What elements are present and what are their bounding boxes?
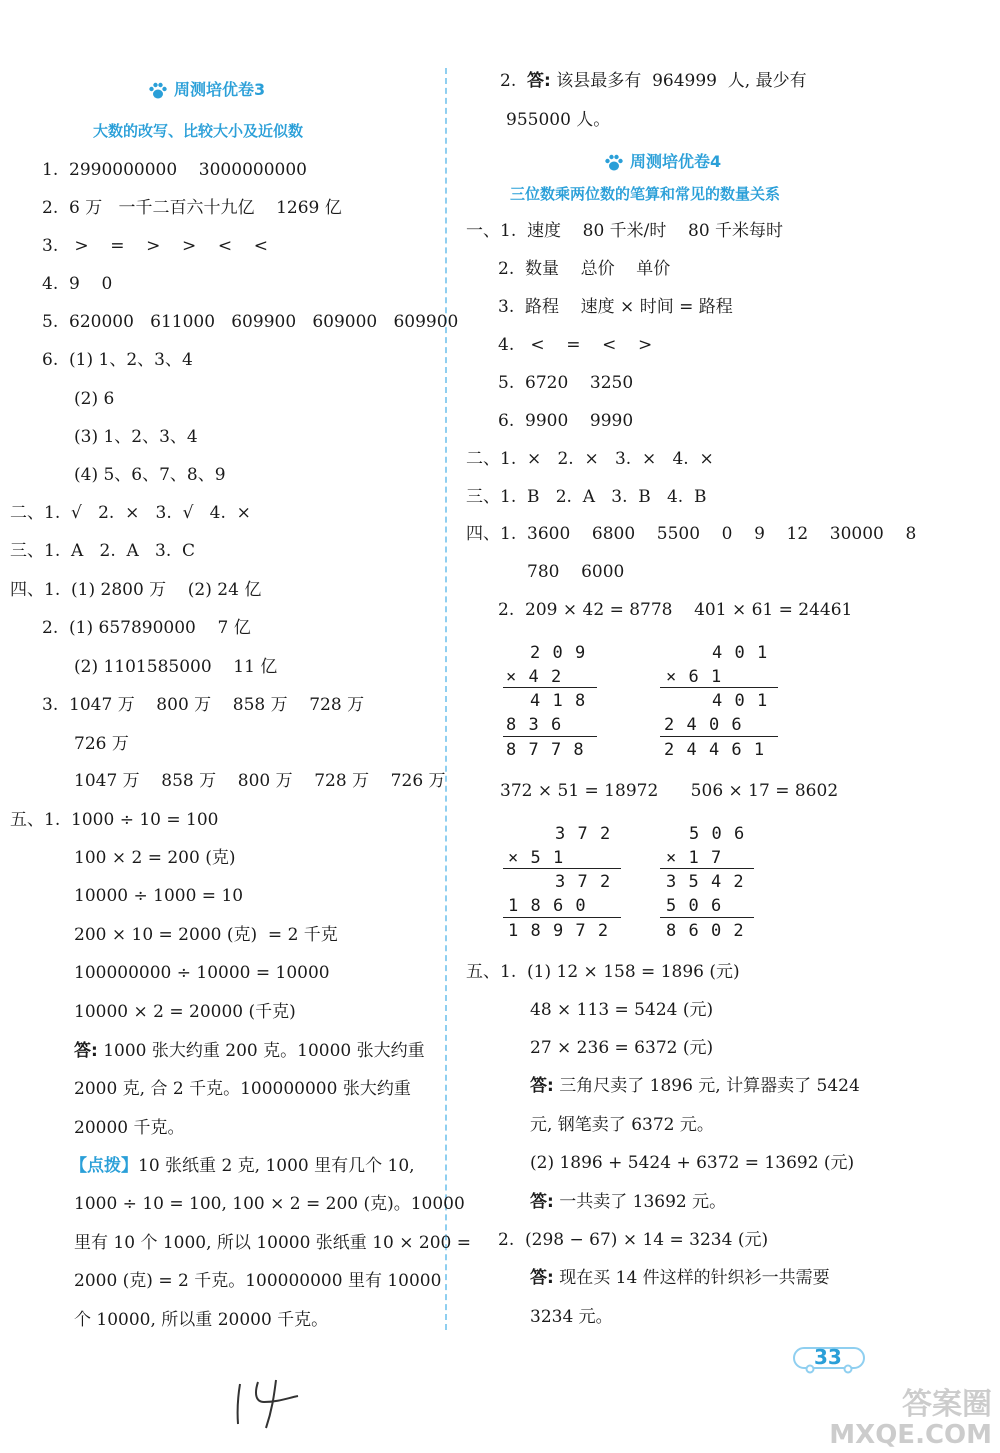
section-subtitle-3: 大数的改写、比较大小及近似数 (93, 122, 304, 140)
watermark-url: MXQE.COM (829, 1420, 992, 1450)
product: 2 4 4 6 1 (664, 740, 766, 760)
answer-line: 五、1. 1000 ÷ 10 = 100 (10, 810, 219, 830)
multiplier-row (506, 667, 562, 687)
answer-line: 三、1. A 2. A 3. C (10, 541, 196, 561)
answer-line: 372 × 51 = 18972 506 × 17 = 8602 (500, 781, 839, 801)
tip-label: 【点拨】 (70, 1156, 138, 1176)
page-number-badge (792, 1340, 870, 1374)
tip-paragraph (70, 1156, 415, 1176)
answer-line: 2. (1) 657890000 7 亿 (42, 618, 251, 638)
partial-product: 1 8 6 0 (508, 896, 587, 916)
answer-line: (2) 6 (74, 389, 115, 409)
answer-line: 100000000 ÷ 10000 = 10000 (74, 963, 330, 983)
handwritten-mark (228, 1372, 308, 1436)
watermark-text: 答案圈 (902, 1387, 992, 1422)
section-title-3 (148, 77, 265, 100)
paw-icon (604, 154, 624, 172)
answer-text: 1000 张大约重 200 克。10000 张大约重 (103, 1041, 425, 1061)
answer-line: 10000 ÷ 1000 = 10 (74, 886, 244, 906)
multiplier: × 5 1 (508, 848, 565, 868)
answer-line: 3. 路程 速度 × 时间 = 路程 (498, 297, 733, 317)
answer-label: 答: (74, 1041, 98, 1061)
rule-line (660, 868, 754, 869)
answer-sentence (530, 1192, 726, 1212)
tip-text: 个 10000, 所以重 20000 千克。 (74, 1310, 329, 1330)
answer-text: 现在买 14 件这样的针织衫一共需要 (559, 1268, 830, 1288)
partial-product: 3 5 4 2 (666, 872, 745, 892)
answer-line: (4) 5、6、7、8、9 (74, 465, 226, 485)
answer-sentence (530, 1076, 860, 1096)
rule-line (503, 687, 597, 688)
section-title-text: 周测培优卷3 (174, 80, 266, 99)
section-title-4 (604, 149, 721, 172)
answer-line: 二、1. √ 2. × 3. √ 4. × (10, 503, 251, 523)
answer-line: 27 × 236 = 6372 (元) (530, 1038, 714, 1058)
answer-line: 3. 1047 万 800 万 858 万 728 万 (42, 695, 365, 715)
section-title-text: 周测培优卷4 (630, 152, 722, 171)
answer-line: 3. > = > > < < (42, 236, 268, 256)
rule-line (503, 917, 621, 918)
answer-line: 四、1. 3600 6800 5500 0 9 12 30000 8 (466, 524, 917, 544)
answer-line: 5. 620000 611000 609900 609000 609900 (42, 312, 459, 332)
answer-line: 5. 6720 3250 (498, 373, 634, 393)
answer-line: 五、1. (1) 12 × 158 = 1896 (元) (466, 962, 740, 982)
answer-text: 三角尺卖了 1896 元, 计算器卖了 5424 (559, 1076, 860, 1096)
answer-line: 2. (298 − 67) × 14 = 3234 (元) (498, 1230, 769, 1250)
multiplier: × 4 2 (506, 667, 563, 687)
answer-line: 780 6000 (527, 562, 625, 582)
answer-text: 一共卖了 13692 元。 (559, 1192, 727, 1212)
multiplicand: 2 0 9 (530, 643, 587, 663)
answer-line: 200 × 10 = 2000 (克) = 2 千克 (74, 925, 338, 945)
partial-product: 4 0 1 (712, 691, 769, 711)
answer-line: (2) 1101585000 11 亿 (74, 657, 278, 677)
answer-line: 2. 6 万 一千二百六十九亿 1269 亿 (42, 198, 342, 218)
answer-text: 955000 人。 (506, 110, 611, 130)
column-divider (445, 68, 447, 1330)
answer-text: 元, 钢笔卖了 6372 元。 (530, 1115, 714, 1135)
section-subtitle-4: 三位数乘两位数的笔算和常见的数量关系 (510, 185, 781, 203)
answer-label: 答: (527, 71, 551, 91)
answer-line: 一、1. 速度 80 千米/时 80 千米每时 (466, 221, 784, 241)
answer-line: 48 × 113 = 5424 (元) (530, 1000, 714, 1020)
answer-line: 2. 数量 总价 单价 (498, 259, 671, 279)
multiplicand: 5 0 6 (689, 824, 746, 844)
page-number: 33 (814, 1345, 842, 1369)
rule-line (660, 687, 778, 688)
tip-text: 10 张纸重 2 克, 1000 里有几个 10, (138, 1156, 415, 1176)
partial-product: 3 7 2 (555, 872, 612, 892)
answer-label: 答: (530, 1192, 554, 1212)
answer-line: 二、1. × 2. × 3. × 4. × (466, 449, 714, 469)
answer-sentence (500, 71, 807, 91)
answer-line: 2. 209 × 42 = 8778 401 × 61 = 24461 (498, 600, 853, 620)
answer-line: 三、1. B 2. A 3. B 4. B (466, 487, 707, 507)
partial-product: 8 3 6 (506, 715, 563, 735)
answer-line: 100 × 2 = 200 (克) (74, 848, 236, 868)
answer-line: 10000 × 2 = 20000 (千克) (74, 1002, 296, 1022)
partial-product: 4 1 8 (530, 691, 587, 711)
answer-line: (3) 1、2、3、4 (74, 427, 198, 447)
tip-text: 里有 10 个 1000, 所以 10000 张纸重 10 × 200 = (74, 1233, 471, 1253)
tip-text: 2000 (克) = 2 千克。100000000 里有 10000 (74, 1271, 442, 1291)
paw-icon (148, 82, 168, 100)
answer-label: 答: (530, 1268, 554, 1288)
product: 8 6 0 2 (666, 921, 745, 941)
answer-line: 4. < = < > (498, 335, 653, 355)
watermark (829, 1389, 992, 1449)
answer-label: 答: (530, 1076, 554, 1096)
answer-text: 该县最多有 964999 人, 最少有 (556, 71, 807, 91)
rule-line (503, 736, 597, 737)
answer-line: 1047 万 858 万 800 万 728 万 726 万 (74, 771, 446, 791)
answer-line: 6. 9900 9990 (498, 411, 634, 431)
answer-sentence (74, 1041, 425, 1061)
answer-line: 四、1. (1) 2800 万 (2) 24 亿 (10, 580, 262, 600)
multiplier: × 6 1 (666, 667, 723, 687)
answer-line: (2) 1896 + 5424 + 6372 = 13692 (元) (530, 1153, 855, 1173)
multiplier: × 1 7 (666, 848, 723, 868)
multiplier-row (666, 667, 722, 687)
item-number: 2. (500, 71, 517, 91)
multiplicand: 3 7 2 (555, 824, 612, 844)
answer-line: 4. 9 0 (42, 274, 113, 294)
answer-text: 20000 千克。 (74, 1118, 185, 1138)
answer-text: 3234 元。 (530, 1307, 613, 1327)
multiplicand: 4 0 1 (712, 643, 769, 663)
answer-line: 1. 2990000000 3000000000 (42, 160, 307, 180)
partial-product: 2 4 0 6 (664, 715, 743, 735)
handwriting-drawing (228, 1372, 308, 1432)
product: 1 8 9 7 2 (508, 921, 610, 941)
answer-sentence (530, 1268, 830, 1288)
product: 8 7 7 8 (506, 740, 585, 760)
rule-line (660, 917, 754, 918)
answer-line: 6. (1) 1、2、3、4 (42, 350, 193, 370)
answer-line: 726 万 (74, 734, 129, 754)
tip-text: 1000 ÷ 10 = 100, 100 × 2 = 200 (克)。10000 (74, 1194, 465, 1214)
partial-product: 5 0 6 (666, 896, 723, 916)
rule-line (660, 736, 778, 737)
answer-text: 2000 克, 合 2 千克。100000000 张大约重 (74, 1079, 411, 1099)
rule-line (503, 868, 621, 869)
